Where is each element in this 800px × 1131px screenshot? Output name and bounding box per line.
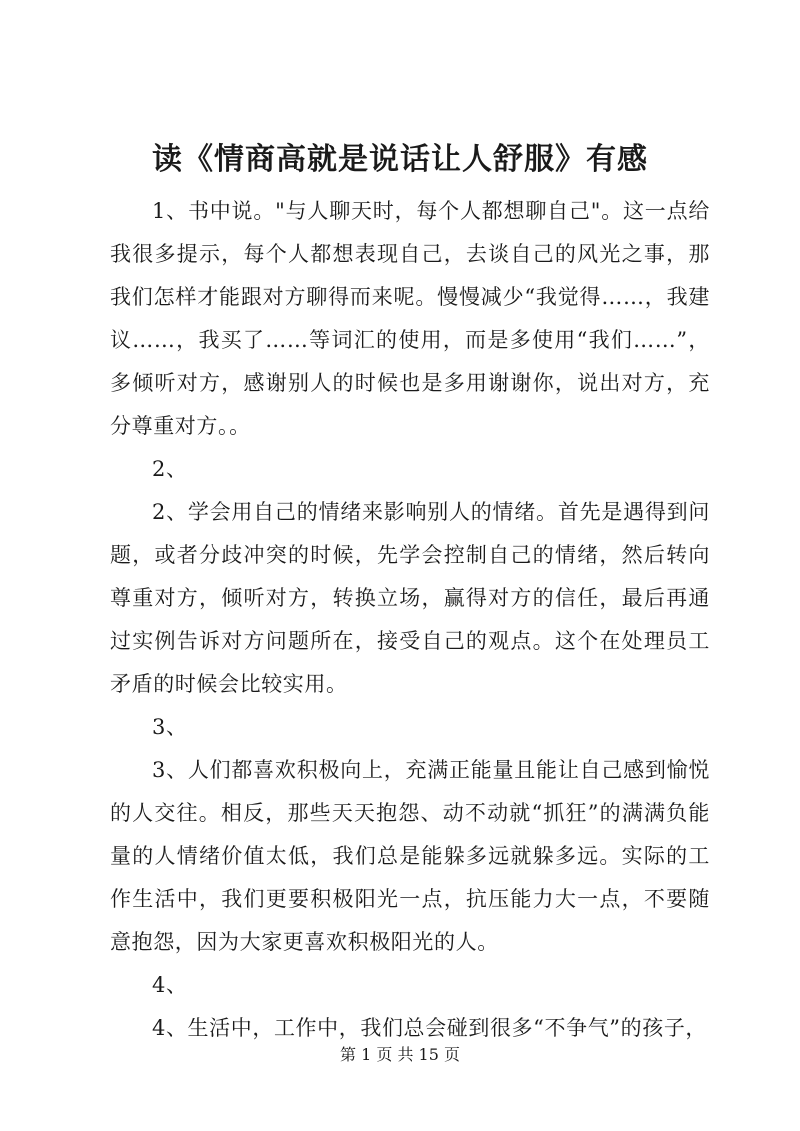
page-title: 读《情商高就是说话让人舒服》有感 (152, 142, 648, 177)
paragraph-4-heading: 4、 (152, 973, 188, 997)
document-body (110, 190, 710, 1050)
paragraph-4: 4、生活中，工作中，我们总会碰到很多“不争气”的孩子， (152, 1016, 708, 1040)
paragraph-3: 3、人们都喜欢积极向上，充满正能量且能让自己感到愉悦的人交往。相反，那些天天抱怨、动不动就“抓狂”的满满负能量的人情绪价值太低，我们总是能躲多远就躲多远。实际的工作生活中，我们更要积极阳光一点，抗压能力大一点，不要随意抱怨，因为大家更喜欢积极阳光的人。 (110, 758, 710, 954)
paragraph-2-heading: 2、 (152, 457, 188, 481)
page-number-footer: 第 1 页 共 15 页 (340, 1045, 460, 1064)
paragraph-3-heading: 3、 (152, 715, 188, 739)
paragraph-1: 1、书中说。"与人聊天时，每个人都想聊自己"。这一点给我很多提示，每个人都想表现自己，去谈自己的风光之事，那我们怎样才能跟对方聊得而来呢。慢慢减少“我觉得……，我建议……，我买了……等词汇的使用，而是多使用“我们……”，多倾听对方，感谢别人的时候也是多用谢谢你，说出对方，充分尊重对方。。 (110, 199, 710, 438)
paragraph-2: 2、学会用自己的情绪来影响别人的情绪。首先是遇得到问题，或者分歧冲突的时候，先学会控制自己的情绪，然后转向尊重对方，倾听对方，转换立场，赢得对方的信任，最后再通过实例告诉对方问题所在，接受自己的观点。这个在处理员工矛盾的时候会比较实用。 (110, 500, 710, 696)
